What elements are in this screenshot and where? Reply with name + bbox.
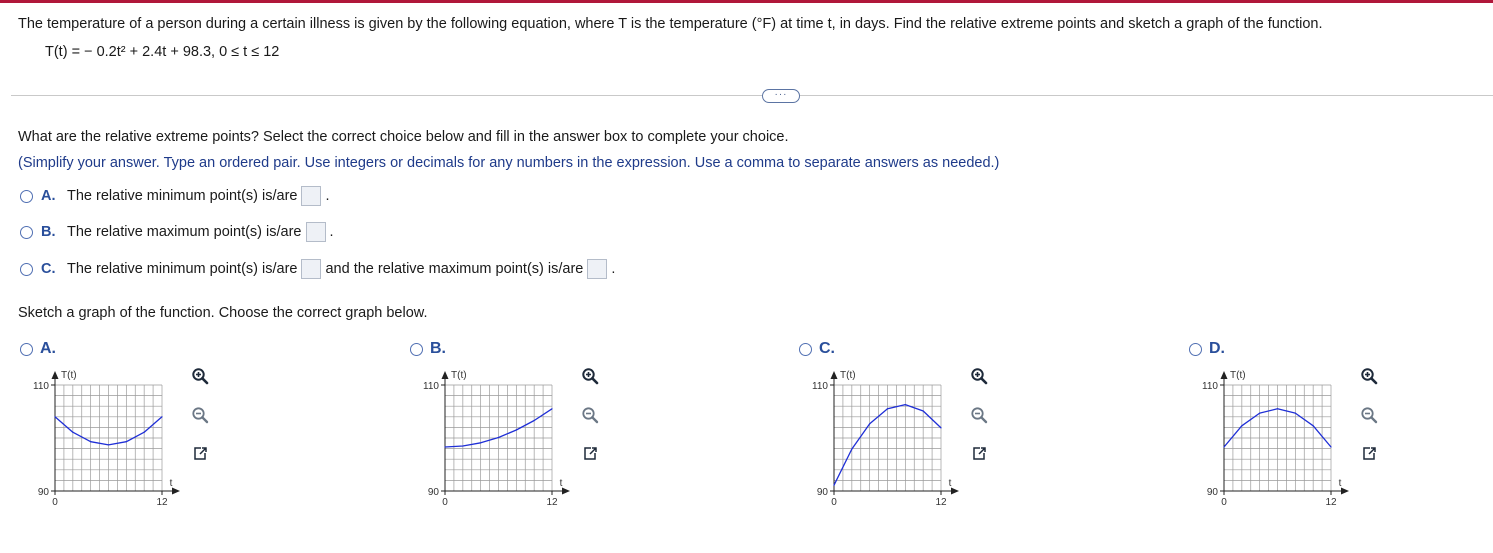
graph-option-d-header[interactable] — [1189, 340, 1235, 358]
graph-a-x-label: t — [169, 478, 173, 489]
graph-b-x-min-label: 0 — [442, 497, 448, 508]
graph-c-data-point — [940, 427, 941, 428]
graph-a-popout-icon[interactable] — [189, 443, 211, 465]
x-axis-arrow-icon — [172, 488, 180, 495]
x-axis-arrow-icon — [562, 488, 570, 495]
choice-c-radio[interactable] — [20, 263, 33, 276]
graph-a-data-point — [108, 444, 109, 445]
graph-option-d-radio[interactable] — [1189, 343, 1202, 356]
graph-c-x-max-label: 12 — [935, 497, 947, 508]
choice-a[interactable] — [20, 186, 330, 206]
choice-b-answer-box[interactable] — [306, 222, 326, 242]
graph-a-zoom-in-icon[interactable] — [189, 365, 211, 387]
graph-d-plot — [1187, 364, 1362, 514]
graph-option-a-radio[interactable] — [20, 343, 33, 356]
choice-c-text-min: The relative minimum point(s) is/are — [67, 261, 298, 277]
graph-d-data-point — [1241, 425, 1242, 426]
graph-d-y-label: T(t) — [1230, 370, 1246, 381]
graph-b-y-max-label: 110 — [423, 381, 439, 392]
graph-a-data-point — [72, 432, 73, 433]
graph-b-zoom-in-icon[interactable] — [579, 365, 601, 387]
graph-d-y-max-label: 110 — [1202, 381, 1218, 392]
graph-d-data-point — [1330, 446, 1331, 447]
graph-a-data-point — [126, 441, 127, 442]
graph-option-b-radio[interactable] — [410, 343, 423, 356]
choice-c-period: . — [611, 261, 616, 277]
choice-c-letter: C. — [41, 261, 56, 277]
graph-d-data-point — [1259, 413, 1260, 414]
graph-c-plot — [797, 364, 972, 514]
graph-c-zoom-out-icon[interactable] — [968, 404, 990, 426]
choice-c-max-answer-box[interactable] — [587, 259, 607, 279]
graph-d-data-point — [1277, 408, 1278, 409]
graph-d-data-point — [1295, 413, 1296, 414]
graph-option-c-radio[interactable] — [799, 343, 812, 356]
choice-c[interactable] — [20, 259, 615, 279]
section-divider — [11, 95, 1493, 96]
graph-d-grid — [1224, 385, 1331, 491]
graph-option-d-letter: D. — [1209, 340, 1225, 357]
graph-a-data-point — [90, 441, 91, 442]
part1-prompt: What are the relative extreme points? Select the correct choice below and fill in the answer box to complete your choice. — [18, 129, 789, 145]
graph-b-y-label: T(t) — [451, 370, 467, 381]
graph-d-popout-icon[interactable] — [1358, 443, 1380, 465]
choice-b-letter: B. — [41, 224, 56, 240]
part1-hint: (Simplify your answer. Type an ordered pair. Use integers or decimals for any numbers in the expression. Use a comma to separate answers as needed.) — [18, 155, 1000, 171]
graph-a-data-point — [161, 416, 162, 417]
graph-b-data-point — [534, 420, 535, 421]
graph-a-data-point — [144, 432, 145, 433]
choice-a-answer-box[interactable] — [301, 186, 321, 206]
graph-d-x-max-label: 12 — [1325, 497, 1337, 508]
choice-b-period: . — [329, 224, 334, 240]
graph-a-x-min-label: 0 — [52, 497, 58, 508]
graph-b-data-point — [516, 429, 517, 430]
graph-d-x-min-label: 0 — [1221, 497, 1227, 508]
graph-d-data-point — [1223, 446, 1224, 447]
graph-a-data-point — [54, 416, 55, 417]
graph-c-y-label: T(t) — [840, 370, 856, 381]
graph-c-data-point — [923, 410, 924, 411]
top-accent-bar — [0, 0, 1493, 3]
equation: T(t) = − 0.2t² + 2.4t + 98.3, 0 ≤ t ≤ 12 — [45, 44, 280, 60]
graph-b-plot — [408, 364, 583, 514]
graph-b-data-point — [480, 442, 481, 443]
part2-prompt: Sketch a graph of the function. Choose the correct graph below. — [18, 305, 428, 321]
graph-b-x-max-label: 12 — [546, 497, 558, 508]
graph-b-x-label: t — [559, 478, 563, 489]
graph-c-data-point — [887, 408, 888, 409]
graph-d-zoom-out-icon[interactable] — [1358, 404, 1380, 426]
graph-b-data-point — [551, 408, 552, 409]
y-axis-arrow-icon — [442, 371, 449, 379]
graph-option-a[interactable] — [18, 338, 398, 518]
graph-c-data-point — [833, 485, 834, 486]
graph-d-y-min-label: 90 — [1206, 487, 1218, 498]
graph-b-data-point — [498, 437, 499, 438]
x-axis-arrow-icon — [1341, 488, 1349, 495]
x-axis-arrow-icon — [951, 488, 959, 495]
graph-d-zoom-in-icon[interactable] — [1358, 365, 1380, 387]
graph-a-zoom-out-icon[interactable] — [189, 404, 211, 426]
graph-option-a-header[interactable] — [20, 340, 66, 358]
graph-b-zoom-out-icon[interactable] — [579, 404, 601, 426]
graph-option-d[interactable] — [1187, 338, 1493, 518]
graph-option-c[interactable] — [797, 338, 1177, 518]
graph-c-x-label: t — [948, 478, 952, 489]
choice-a-radio[interactable] — [20, 190, 33, 203]
question-text: The temperature of a person during a certain illness is given by the following equation, where T is the temperature (°F) at time t, in days. Find the relative extreme points and sketch a graph of the function. — [18, 16, 1323, 32]
graph-a-plot — [18, 364, 193, 514]
graph-b-data-point — [462, 445, 463, 446]
graph-c-data-point — [869, 423, 870, 424]
graph-a-y-min-label: 90 — [37, 487, 49, 498]
graph-c-x-min-label: 0 — [831, 497, 837, 508]
graph-c-grid — [834, 385, 941, 491]
choice-b[interactable] — [20, 222, 334, 242]
choice-a-period: . — [325, 188, 330, 204]
graph-d-x-label: t — [1338, 478, 1342, 489]
graph-c-y-max-label: 110 — [812, 381, 828, 392]
more-button[interactable]: ··· — [762, 89, 800, 103]
graph-c-data-point — [851, 449, 852, 450]
graph-option-c-letter: C. — [819, 340, 835, 357]
choice-a-letter: A. — [41, 188, 56, 204]
graph-b-y-min-label: 90 — [427, 487, 439, 498]
graph-c-popout-icon[interactable] — [968, 443, 990, 465]
graph-a-grid — [55, 385, 162, 491]
choice-b-text: The relative maximum point(s) is/are — [67, 224, 302, 240]
graph-d-data-point — [1313, 425, 1314, 426]
graph-option-b-header[interactable] — [410, 340, 456, 358]
choice-c-min-answer-box[interactable] — [301, 259, 321, 279]
choice-c-text-max: and the relative maximum point(s) is/are — [325, 261, 584, 277]
graph-option-a-letter: A. — [40, 340, 56, 357]
graph-b-data-point — [444, 446, 445, 447]
graph-a-x-max-label: 12 — [156, 497, 168, 508]
graph-a-y-max-label: 110 — [33, 381, 49, 392]
graph-option-c-header[interactable] — [799, 340, 845, 358]
graph-option-b-letter: B. — [430, 340, 446, 357]
y-axis-arrow-icon — [831, 371, 838, 379]
choice-a-text: The relative minimum point(s) is/are — [67, 188, 298, 204]
graph-c-data-point — [905, 404, 906, 405]
graph-option-b[interactable] — [408, 338, 788, 518]
choice-b-radio[interactable] — [20, 226, 33, 239]
graph-a-y-label: T(t) — [61, 370, 77, 381]
graph-b-popout-icon[interactable] — [579, 443, 601, 465]
y-axis-arrow-icon — [1221, 371, 1228, 379]
graph-c-zoom-in-icon[interactable] — [968, 365, 990, 387]
graph-c-y-min-label: 90 — [816, 487, 828, 498]
y-axis-arrow-icon — [52, 371, 59, 379]
